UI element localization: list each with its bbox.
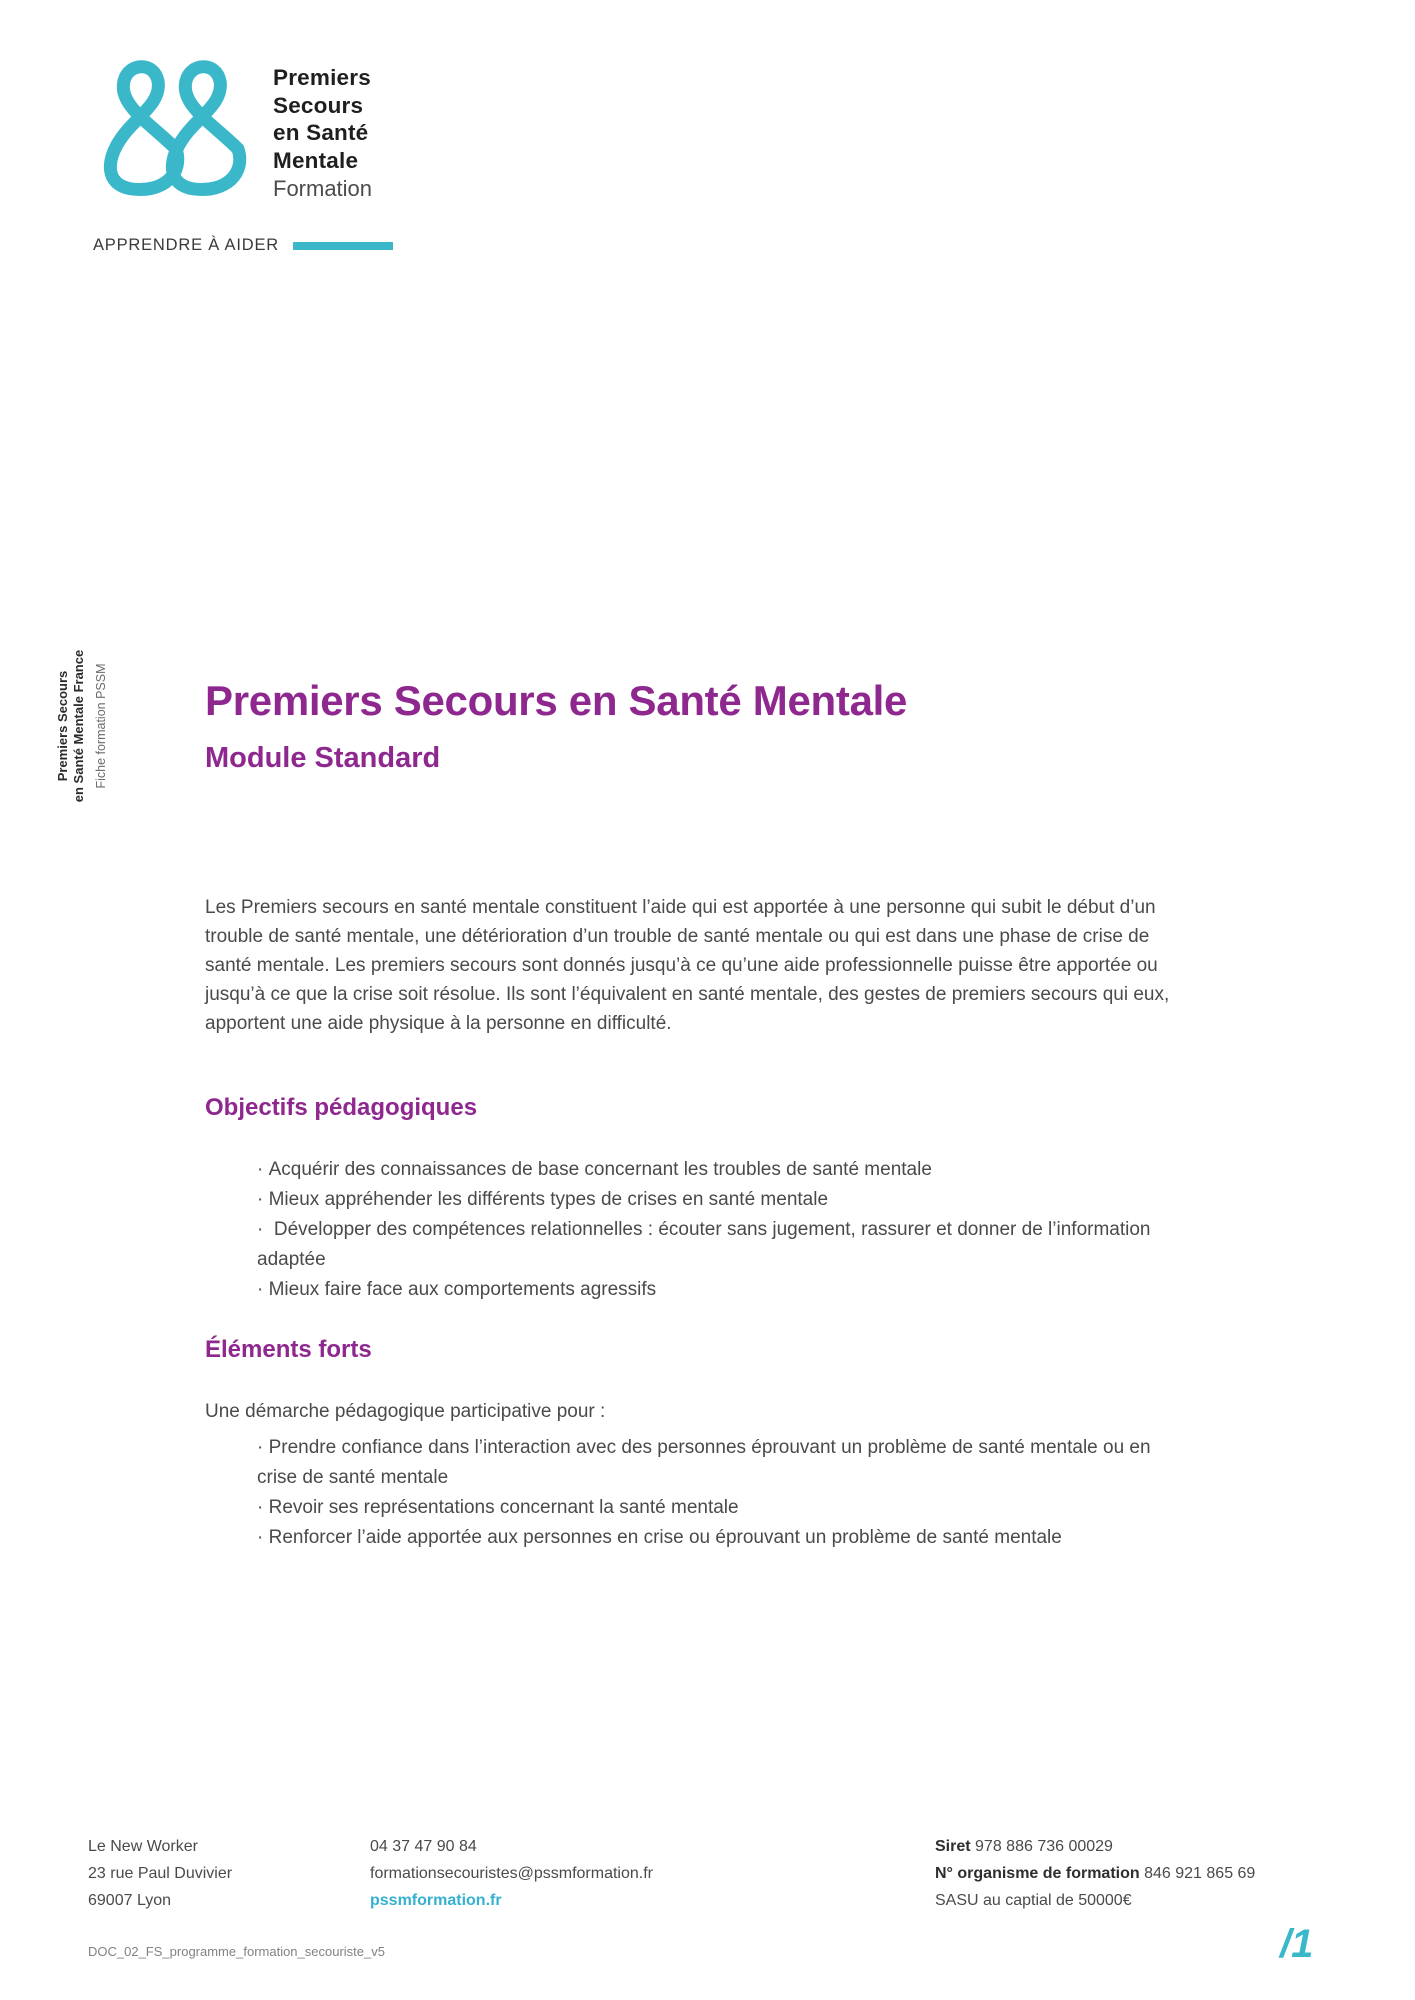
list-item: · Prendre confiance dans l’interaction avec des personnes éprouvant un problème de santé mentale ou en crise de santé mentale [205, 1433, 1195, 1493]
footer-contact-block [370, 1833, 653, 1914]
logo-subtitle: Formation [273, 176, 373, 201]
section-elements-forts [205, 1335, 1195, 1553]
section-objectifs-pedagogiques [205, 1093, 1195, 1305]
elements-forts-bullet-list [205, 1433, 1195, 1553]
footer-street: 23 rue Paul Duvivier [88, 1865, 233, 1882]
footer-address-block [88, 1833, 232, 1914]
footer-phone: 04 37 47 90 84 [370, 1838, 477, 1855]
footer-company-name: Le New Worker [88, 1838, 198, 1855]
vertical-label-line-2: en Santé Mentale France [71, 649, 86, 803]
section-heading-objectifs: Objectifs pédagogiques [205, 1094, 478, 1121]
footer-website-link[interactable]: pssmformation.fr [370, 1892, 502, 1909]
pssm-logo-icon [88, 52, 253, 202]
footer-sasu-row: SASU au captial de 50000€ [935, 1892, 1132, 1909]
logo-line-2: Secours [273, 92, 364, 118]
section-heading-elements-forts: Éléments forts [205, 1336, 372, 1363]
tagline-text: APPRENDRE À AIDER [93, 236, 279, 254]
footer-siret-row [935, 1833, 1255, 1860]
footer-organisme-row [935, 1860, 1255, 1887]
vertical-label-line-3: Fiche formation PSSM [94, 663, 108, 789]
siret-value: 978 886 736 00029 [975, 1838, 1113, 1855]
main-content [205, 676, 1195, 1553]
tagline-rule [293, 242, 393, 250]
logo-line-3: en Santé [273, 120, 369, 145]
elements-forts-intro: Une démarche pédagogique participative pour : [205, 1401, 606, 1422]
list-item: · Mieux appréhender les différents types de crises en santé mentale [205, 1185, 1195, 1215]
organisme-value: 846 921 865 69 [1144, 1865, 1256, 1882]
footer-legal-block [935, 1833, 1255, 1914]
page-number: /1 [1280, 1922, 1314, 1966]
vertical-sidebar-label [55, 628, 139, 824]
footer-email-link[interactable]: formationsecouristes@pssmformation.fr [370, 1865, 653, 1882]
page-subtitle: Module Standard [205, 742, 441, 774]
intro-paragraph: Les Premiers secours en santé mentale constituent l’aide qui est apportée à une personne qui subit le début d’un trouble de santé mentale, une détérioration d’un trouble de santé mentale ou qui est dans une phase de crise de santé mentale. Les premiers secours sont donnés jusqu’à ce qu’une aide professionnelle puisse être apportée ou jusqu’à ce que la crise soit résolue. Ils sont l’équivalent en santé mentale, des gestes de premiers secours qui eux, apportent une aide physique à la personne en difficulté. [205, 897, 1170, 1034]
document-reference: DOC_02_FS_programme_formation_secouriste_v5 [88, 1944, 385, 1959]
tagline-row [93, 236, 393, 255]
list-item: · Mieux faire face aux comportements agressifs [205, 1275, 1195, 1305]
list-item: · Revoir ses représentations concernant la santé mentale [205, 1493, 1195, 1523]
logo-wordmark [273, 64, 372, 202]
footer-city: 69007 Lyon [88, 1892, 172, 1909]
objectifs-bullet-list [205, 1155, 1195, 1305]
logo-line-1: Premiers [273, 65, 371, 90]
vertical-label-line-1: Premiers Secours [55, 670, 70, 782]
list-item: · Acquérir des connaissances de base concernant les troubles de santé mentale [205, 1155, 1195, 1185]
siret-label: Siret [935, 1838, 971, 1855]
logo-line-4: Mentale [273, 147, 359, 173]
organisme-label: N° organisme de formation [935, 1865, 1140, 1882]
list-item: · Renforcer l’aide apportée aux personnes en crise ou éprouvant un problème de santé mentale [205, 1523, 1195, 1553]
page-title: Premiers Secours en Santé Mentale [205, 677, 908, 724]
list-item: · Développer des compétences relationnelles : écouter sans jugement, rassurer et donner de l’information adaptée [205, 1215, 1195, 1275]
